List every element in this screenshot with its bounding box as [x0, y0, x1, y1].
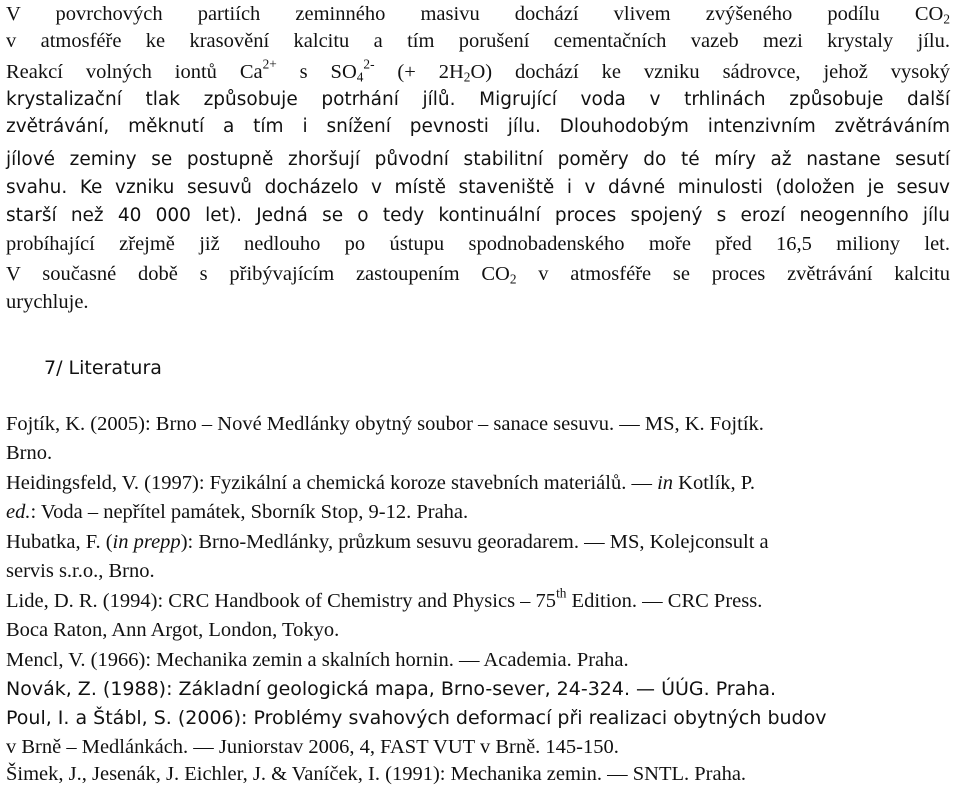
section-heading: 7/ Literatura: [44, 357, 162, 379]
paragraph-line: [6, 0, 950, 28]
paragraph-line: svahu. Ke vzniku sesuvů docházelo v místě staveniště i v dávné minulosti (doložen je sesuv: [6, 177, 950, 198]
superscript: th: [556, 585, 567, 601]
reference-continuation: [6, 498, 468, 526]
paragraph-text: s SO: [276, 61, 357, 83]
paragraph-text: (+ 2H: [374, 61, 464, 83]
subscript: 2: [943, 11, 950, 27]
reference-italic: in prepp: [112, 531, 181, 553]
reference-continuation: v Brně – Medlánkách. — Juniorstav 2006, 4, FAST VUT v Brně. 145-150.: [6, 736, 619, 758]
paragraph-line: zvětrávání, měknutí a tím i snížení pevnosti jílu. Dlouhodobým intenzivním zvětráváním: [6, 116, 950, 137]
reference-text: : Voda – nepřítel památek, Sborník Stop, 9-12. Praha.: [30, 501, 469, 523]
paragraph-line: jílové zeminy se postupně zhoršují původní stabilitní poměry do té míry až nastane sesutí: [6, 149, 950, 170]
paragraph-line: starší než 40 000 let). Jedná se o tedy kontinuální proces spojený s erozí neogenního jílu: [6, 205, 950, 226]
reference-entry: [6, 469, 755, 497]
paragraph-text: V současné době s přibývajícím zastoupením CO: [6, 263, 510, 285]
paragraph-line: [6, 58, 950, 86]
reference-italic: in: [657, 472, 674, 494]
paragraph-line: v atmosféře ke krasovění kalcitu a tím porušení cementačních vazeb mezi krystaly jílu.: [6, 30, 950, 52]
reference-text: Lide, D. R. (1994): CRC Handbook of Chemistry and Physics – 75: [6, 590, 557, 612]
paragraph-line: krystalizační tlak způsobuje potrhání jílů. Migrující voda v trhlinách způsobuje další: [6, 89, 950, 110]
superscript: 2-: [363, 56, 375, 72]
paragraph-line: urychluje.: [6, 291, 89, 313]
reference-entry: Mencl, V. (1966): Mechanika zemin a skalních hornin. — Academia. Praha.: [6, 649, 629, 671]
reference-italic: ed.: [6, 501, 31, 523]
reference-continuation: servis s.r.o., Brno.: [6, 560, 155, 582]
reference-text: Heidingsfeld, V. (1997): Fyzikální a chemická koroze stavebních materiálů. —: [6, 472, 658, 494]
paragraph-text: v atmosféře se proces zvětrávání kalcitu: [516, 263, 950, 285]
subscript: 2: [509, 271, 517, 287]
paragraph-text: Reakcí volných iontů Ca: [6, 61, 263, 83]
reference-text: Edition. — CRC Press.: [566, 590, 763, 612]
reference-entry: [6, 587, 762, 615]
reference-entry: Fojtík, K. (2005): Brno – Nové Medlánky obytný soubor – sanace sesuvu. — MS, K. Fojtík.: [6, 413, 764, 435]
paragraph-text: O) dochází ke vzniku sádrovce, jehož vysoký: [470, 61, 950, 83]
superscript: 2+: [262, 56, 277, 72]
subscript: 2: [463, 69, 471, 85]
reference-entry: [6, 528, 769, 556]
reference-entry: Novák, Z. (1988): Základní geologická mapa, Brno-sever, 24-324. — ÚÚG. Praha.: [6, 678, 777, 700]
reference-text: ): Brno-Medlánky, průzkum sesuvu georadarem. — MS, Kolejconsult a: [180, 531, 769, 553]
reference-text: Kotlík, P.: [673, 472, 756, 494]
reference-entry: Šimek, J., Jesenák, J. Eichler, J. & Vaníček, I. (1991): Mechanika zemin. — SNTL. Praha.: [6, 763, 747, 785]
paragraph-text: V povrchových partiích zeminného masivu dochází vlivem zvýšeného podílu CO: [6, 3, 944, 25]
paragraph-line: [6, 260, 950, 288]
reference-continuation: Brno.: [6, 442, 53, 464]
reference-text: Hubatka, F. (: [6, 531, 113, 553]
reference-continuation: Boca Raton, Ann Argot, London, Tokyo.: [6, 619, 340, 641]
reference-entry: Poul, I. a Štábl, S. (2006): Problémy svahových deformací při realizaci obytných budov: [6, 707, 827, 729]
paragraph-line: probíhající zřejmě již nedlouho po ústupu spodnobadenského moře před 16,5 miliony let.: [6, 233, 950, 255]
subscript: 4: [356, 69, 364, 85]
